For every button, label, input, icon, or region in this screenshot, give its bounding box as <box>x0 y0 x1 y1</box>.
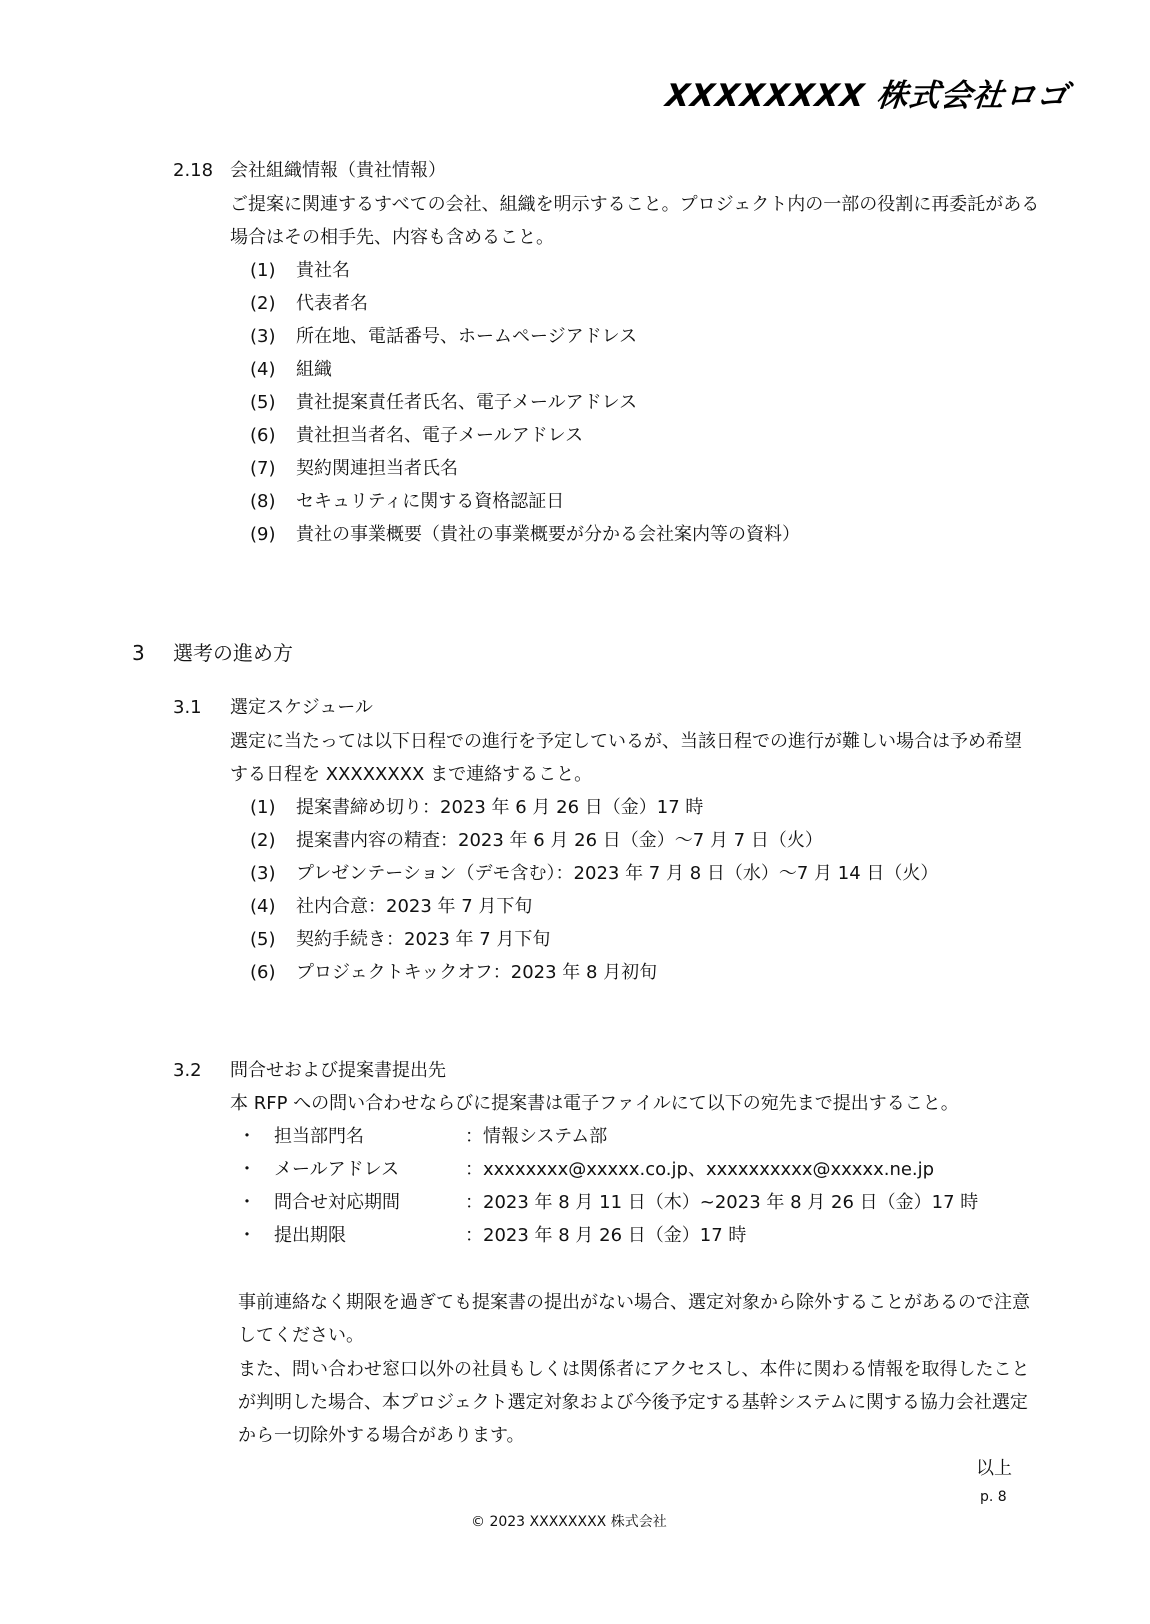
list-item-number: (4) <box>250 359 276 380</box>
notice-line: から一切除外する場合があります。 <box>238 1425 525 1446</box>
paragraph-line: 本 RFP への問い合わせならびに提案書は電子ファイルにて以下の宛先まで提出すること。 <box>230 1093 959 1114</box>
list-item: プレゼンテーション（デモ含む）：2023 年 7 月 8 日（水）～7 月 14 日（火） <box>296 863 939 884</box>
notice-line: してください。 <box>238 1325 364 1346</box>
list-item-number: (7) <box>250 458 276 479</box>
end-mark: 以上 <box>976 1458 1012 1479</box>
list-item-number: (1) <box>250 260 276 281</box>
contact-label: 問合せ対応期間 <box>274 1192 400 1213</box>
paragraph-line: ご提案に関連するすべての会社、組織を明示すること。プロジェクト内の一部の役割に再委託がある <box>230 194 1040 215</box>
list-item-number: (3) <box>250 863 276 884</box>
chapter-title: 選考の進め方 <box>173 641 293 665</box>
section-number: 3.1 <box>173 697 202 718</box>
paragraph-line: 選定に当たっては以下日程での進行を予定しているが、当該日程での進行が難しい場合は予め希望 <box>230 731 1022 752</box>
chapter-number: 3 <box>132 641 145 665</box>
list-item: 提案書締め切り：2023 年 6 月 26 日（金）17 時 <box>296 797 704 818</box>
list-item: セキュリティに関する資格認証日 <box>296 491 565 512</box>
notice-line: 事前連絡なく期限を過ぎても提案書の提出がない場合、選定対象から除外することがあるので注意 <box>238 1292 1030 1313</box>
notice-line: が判明した場合、本プロジェクト選定対象および今後予定する基幹システムに関する協力会社選定 <box>238 1392 1028 1413</box>
list-item: 貴社提案責任者氏名、電子メールアドレス <box>296 392 638 413</box>
section-title: 選定スケジュール <box>230 697 373 718</box>
list-item: 契約手続き：2023 年 7 月下旬 <box>296 929 551 950</box>
section-title: 問合せおよび提案書提出先 <box>230 1060 446 1081</box>
list-item: 貴社名 <box>296 260 350 281</box>
page-number: p. 8 <box>980 1489 1007 1505</box>
bullet: ・ <box>238 1126 256 1147</box>
notice-line: また、問い合わせ窓口以外の社員もしくは関係者にアクセスし、本件に関わる情報を取得したこと <box>238 1359 1030 1380</box>
contact-value: ：情報システム部 <box>465 1126 608 1147</box>
contact-label: 提出期限 <box>274 1225 346 1246</box>
list-item: 代表者名 <box>296 293 368 314</box>
company-logo: XXXXXXXX 株式会社ロゴ <box>663 78 1071 114</box>
list-item-number: (6) <box>250 962 276 983</box>
section-number: 3.2 <box>173 1060 202 1081</box>
section-number: 2.18 <box>173 160 214 181</box>
list-item: 貴社担当者名、電子メールアドレス <box>296 425 584 446</box>
list-item: 提案書内容の精査：2023 年 6 月 26 日（金）～7 月 7 日（火） <box>296 830 823 851</box>
list-item-number: (6) <box>250 425 276 446</box>
contact-label: 担当部門名 <box>274 1126 364 1147</box>
contact-value: ：2023 年 8 月 26 日（金）17 時 <box>465 1225 747 1246</box>
bullet: ・ <box>238 1225 256 1246</box>
bullet: ・ <box>238 1159 256 1180</box>
list-item-number: (4) <box>250 896 276 917</box>
contact-value: ：xxxxxxxx@xxxxx.co.jp、xxxxxxxxxx@xxxxx.ne.jp <box>465 1159 935 1180</box>
list-item-number: (9) <box>250 524 276 545</box>
list-item-number: (2) <box>250 293 276 314</box>
list-item-number: (1) <box>250 797 276 818</box>
list-item-number: (3) <box>250 326 276 347</box>
list-item: 社内合意：2023 年 7 月下旬 <box>296 896 533 917</box>
list-item-number: (2) <box>250 830 276 851</box>
paragraph-line: する日程を XXXXXXXX まで連絡すること。 <box>230 764 593 785</box>
list-item: 契約関連担当者氏名 <box>296 458 458 479</box>
list-item-number: (5) <box>250 392 276 413</box>
section-title: 会社組織情報（貴社情報） <box>230 160 446 181</box>
contact-label: メールアドレス <box>274 1159 400 1180</box>
bullet: ・ <box>238 1192 256 1213</box>
list-item: 貴社の事業概要（貴社の事業概要が分かる会社案内等の資料） <box>296 524 800 545</box>
list-item: 組織 <box>296 359 332 380</box>
copyright: © 2023 XXXXXXXX 株式会社 <box>471 1514 667 1530</box>
paragraph-line: 場合はその相手先、内容も含めること。 <box>230 227 554 248</box>
list-item: 所在地、電話番号、ホームページアドレス <box>296 326 638 347</box>
list-item-number: (5) <box>250 929 276 950</box>
contact-value: ：2023 年 8 月 11 日（木）~2023 年 8 月 26 日（金）17 時 <box>465 1192 979 1213</box>
list-item: プロジェクトキックオフ：2023 年 8 月初旬 <box>296 962 658 983</box>
list-item-number: (8) <box>250 491 276 512</box>
